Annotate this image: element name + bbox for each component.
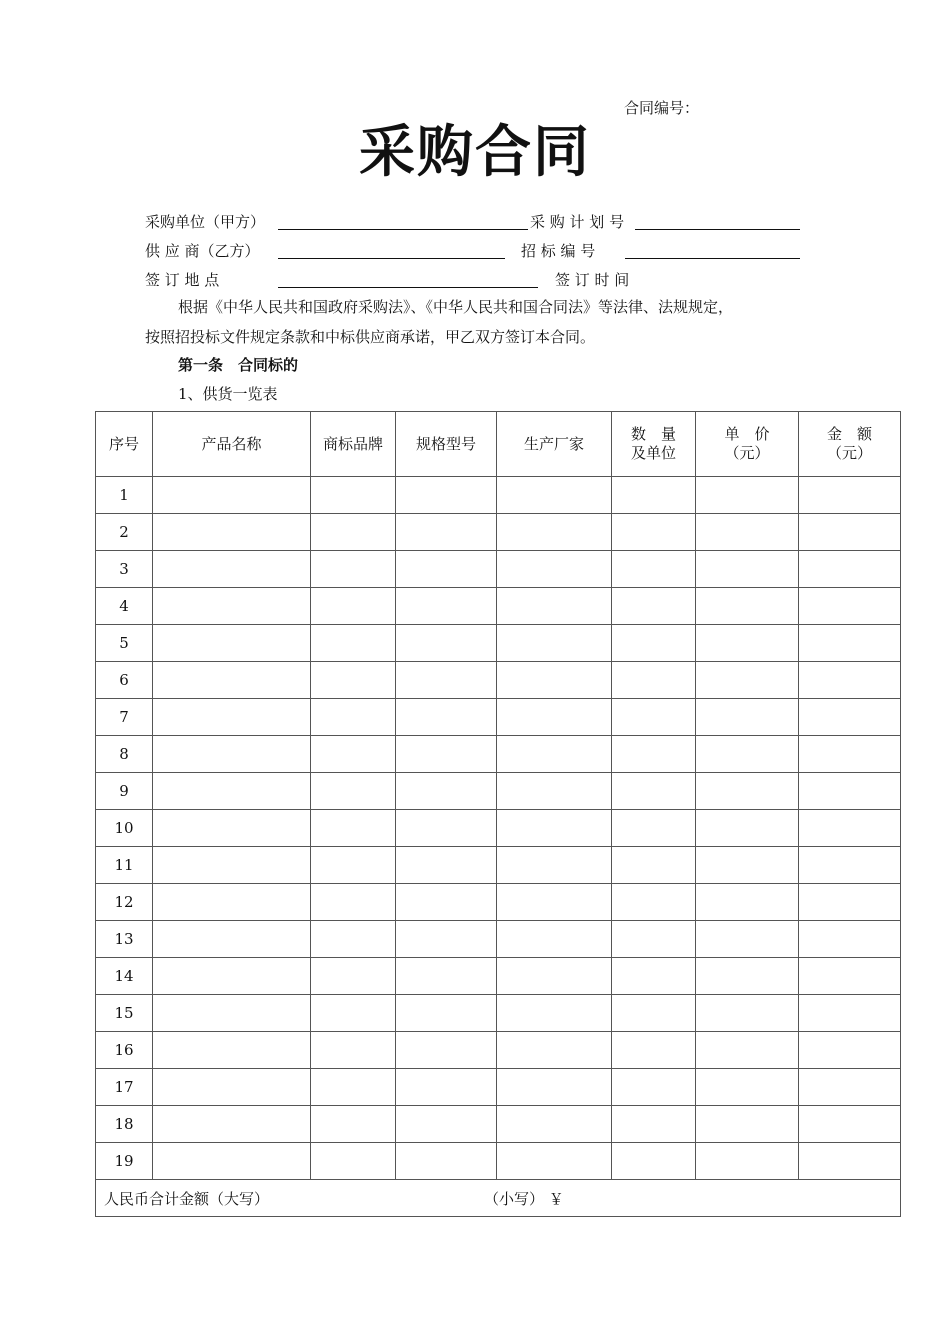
row-number: 13	[96, 921, 153, 958]
total-cell[interactable]	[96, 1180, 901, 1217]
row-number: 3	[96, 551, 153, 588]
quantity-cell[interactable]	[612, 551, 696, 588]
tender-number-label: 招 标 编 号	[521, 242, 596, 260]
preamble-line-2: 按照招投标文件规定条款和中标供应商承诺，甲乙双方签订本合同。	[145, 328, 596, 346]
row-number: 9	[96, 773, 153, 810]
amount-cell[interactable]	[799, 588, 901, 625]
table-row	[96, 699, 901, 736]
model-cell[interactable]	[396, 958, 497, 995]
table-row	[96, 810, 901, 847]
unit-price-cell[interactable]	[696, 588, 799, 625]
unit-price-cell[interactable]	[696, 477, 799, 514]
unit-price-cell[interactable]	[696, 736, 799, 773]
brand-cell[interactable]	[311, 662, 396, 699]
header-unit-price-line-2: （元）	[724, 444, 770, 462]
row-number: 1	[96, 477, 153, 514]
supplier-field[interactable]	[278, 240, 505, 259]
amount-cell[interactable]	[799, 1106, 901, 1143]
table-row	[96, 1032, 901, 1069]
manufacturer-cell[interactable]	[497, 1032, 612, 1069]
row-number: 17	[96, 1069, 153, 1106]
product-cell[interactable]	[153, 995, 311, 1032]
preamble-line-1: 根据《中华人民共和国政府采购法》、《中华人民共和国合同法》等法律、法规规定，	[178, 298, 734, 316]
product-cell[interactable]	[153, 514, 311, 551]
model-cell[interactable]	[396, 847, 497, 884]
amount-cell[interactable]	[799, 1143, 901, 1180]
table-row	[96, 1106, 901, 1143]
header-quantity-line-2: 及单位	[630, 444, 676, 462]
purchaser-label: 采购单位（甲方）	[145, 213, 266, 231]
amount-cell[interactable]	[799, 995, 901, 1032]
unit-price-cell[interactable]	[696, 662, 799, 699]
quantity-cell[interactable]	[612, 662, 696, 699]
model-cell[interactable]	[396, 588, 497, 625]
brand-cell[interactable]	[311, 588, 396, 625]
unit-price-cell[interactable]	[696, 1069, 799, 1106]
model-cell[interactable]	[396, 736, 497, 773]
product-cell[interactable]	[153, 1106, 311, 1143]
brand-cell[interactable]	[311, 773, 396, 810]
table-row	[96, 773, 901, 810]
signing-place-field[interactable]	[278, 269, 538, 288]
table-row	[96, 1069, 901, 1106]
quantity-cell[interactable]	[612, 1143, 696, 1180]
amount-cell[interactable]	[799, 514, 901, 551]
product-cell[interactable]	[153, 1069, 311, 1106]
amount-cell[interactable]	[799, 921, 901, 958]
brand-cell[interactable]	[311, 810, 396, 847]
product-cell[interactable]	[153, 958, 311, 995]
manufacturer-cell[interactable]	[497, 958, 612, 995]
table-row	[96, 1143, 901, 1180]
model-cell[interactable]	[396, 699, 497, 736]
unit-price-cell[interactable]	[696, 1143, 799, 1180]
product-cell[interactable]	[153, 551, 311, 588]
supplier-label: 供 应 商（乙方）	[145, 242, 260, 260]
table-row	[96, 884, 901, 921]
unit-price-cell[interactable]	[696, 1106, 799, 1143]
header-quantity	[612, 412, 696, 477]
manufacturer-cell[interactable]	[497, 1069, 612, 1106]
row-number: 19	[96, 1143, 153, 1180]
quantity-cell[interactable]	[612, 995, 696, 1032]
product-cell[interactable]	[153, 810, 311, 847]
header-model: 规格型号	[396, 412, 497, 477]
total-upper-label: 人民币合计金额（大写）	[104, 1189, 270, 1208]
header-amount-line-1: 金 额	[826, 425, 872, 443]
tender-number-field[interactable]	[625, 240, 800, 259]
model-cell[interactable]	[396, 1069, 497, 1106]
product-cell[interactable]	[153, 477, 311, 514]
header-amount	[799, 412, 901, 477]
model-cell[interactable]	[396, 551, 497, 588]
quantity-cell[interactable]	[612, 810, 696, 847]
manufacturer-cell[interactable]	[497, 1143, 612, 1180]
product-cell[interactable]	[153, 773, 311, 810]
unit-price-cell[interactable]	[696, 514, 799, 551]
amount-cell[interactable]	[799, 699, 901, 736]
model-cell[interactable]	[396, 1143, 497, 1180]
header-quantity-line-1: 数 量	[630, 425, 676, 443]
table-row	[96, 514, 901, 551]
amount-cell[interactable]	[799, 551, 901, 588]
signing-time-label: 签 订 时 间	[555, 271, 630, 289]
row-number: 18	[96, 1106, 153, 1143]
model-cell[interactable]	[396, 662, 497, 699]
table-row	[96, 958, 901, 995]
brand-cell[interactable]	[311, 995, 396, 1032]
quantity-cell[interactable]	[612, 958, 696, 995]
product-cell[interactable]	[153, 921, 311, 958]
row-number: 11	[96, 847, 153, 884]
supplier-row	[145, 240, 845, 262]
table-row	[96, 551, 901, 588]
manufacturer-cell[interactable]	[497, 736, 612, 773]
product-cell[interactable]	[153, 662, 311, 699]
table-row	[96, 847, 901, 884]
amount-cell[interactable]	[799, 736, 901, 773]
article-1-heading: 第一条 合同标的	[178, 356, 299, 374]
unit-price-cell[interactable]	[696, 884, 799, 921]
table-row	[96, 736, 901, 773]
row-number: 2	[96, 514, 153, 551]
manufacturer-cell[interactable]	[497, 514, 612, 551]
model-cell[interactable]	[396, 477, 497, 514]
total-row	[96, 1180, 901, 1217]
purchaser-field[interactable]	[278, 211, 528, 230]
quantity-cell[interactable]	[612, 514, 696, 551]
model-cell[interactable]	[396, 995, 497, 1032]
quantity-cell[interactable]	[612, 625, 696, 662]
brand-cell[interactable]	[311, 551, 396, 588]
product-cell[interactable]	[153, 699, 311, 736]
brand-cell[interactable]	[311, 847, 396, 884]
unit-price-cell[interactable]	[696, 699, 799, 736]
total-lower-label: （小写） ￥	[484, 1189, 564, 1208]
table-row	[96, 477, 901, 514]
header-unit-price-line-1: 单 价	[724, 425, 770, 443]
quantity-cell[interactable]	[612, 921, 696, 958]
product-cell[interactable]	[153, 736, 311, 773]
row-number: 5	[96, 625, 153, 662]
supply-list-heading: 1、供货一览表	[178, 385, 278, 403]
header-seq: 序号	[96, 412, 153, 477]
quantity-cell[interactable]	[612, 588, 696, 625]
product-cell[interactable]	[153, 625, 311, 662]
brand-cell[interactable]	[311, 477, 396, 514]
amount-cell[interactable]	[799, 958, 901, 995]
row-number: 4	[96, 588, 153, 625]
unit-price-cell[interactable]	[696, 995, 799, 1032]
manufacturer-cell[interactable]	[497, 884, 612, 921]
brand-cell[interactable]	[311, 699, 396, 736]
amount-cell[interactable]	[799, 1069, 901, 1106]
brand-cell[interactable]	[311, 736, 396, 773]
supply-table	[95, 411, 901, 1217]
manufacturer-cell[interactable]	[497, 773, 612, 810]
amount-cell[interactable]	[799, 847, 901, 884]
plan-number-field[interactable]	[635, 211, 800, 230]
brand-cell[interactable]	[311, 958, 396, 995]
signing-row	[145, 269, 845, 291]
row-number: 8	[96, 736, 153, 773]
purchaser-row	[145, 211, 845, 233]
manufacturer-cell[interactable]	[497, 699, 612, 736]
brand-cell[interactable]	[311, 1069, 396, 1106]
product-cell[interactable]	[153, 884, 311, 921]
manufacturer-cell[interactable]	[497, 588, 612, 625]
model-cell[interactable]	[396, 514, 497, 551]
unit-price-cell[interactable]	[696, 921, 799, 958]
amount-cell[interactable]	[799, 810, 901, 847]
model-cell[interactable]	[396, 773, 497, 810]
row-number: 16	[96, 1032, 153, 1069]
brand-cell[interactable]	[311, 1106, 396, 1143]
plan-number-label: 采 购 计 划 号	[530, 213, 625, 231]
quantity-cell[interactable]	[612, 847, 696, 884]
quantity-cell[interactable]	[612, 477, 696, 514]
manufacturer-cell[interactable]	[497, 551, 612, 588]
header-manufacturer: 生产厂家	[497, 412, 612, 477]
manufacturer-cell[interactable]	[497, 662, 612, 699]
unit-price-cell[interactable]	[696, 1032, 799, 1069]
unit-price-cell[interactable]	[696, 773, 799, 810]
manufacturer-cell[interactable]	[497, 995, 612, 1032]
product-cell[interactable]	[153, 847, 311, 884]
quantity-cell[interactable]	[612, 699, 696, 736]
manufacturer-cell[interactable]	[497, 810, 612, 847]
amount-cell[interactable]	[799, 1032, 901, 1069]
quantity-cell[interactable]	[612, 1032, 696, 1069]
table-row	[96, 921, 901, 958]
quantity-cell[interactable]	[612, 884, 696, 921]
unit-price-cell[interactable]	[696, 847, 799, 884]
product-cell[interactable]	[153, 1032, 311, 1069]
header-product: 产品名称	[153, 412, 311, 477]
brand-cell[interactable]	[311, 1032, 396, 1069]
model-cell[interactable]	[396, 810, 497, 847]
product-cell[interactable]	[153, 588, 311, 625]
row-number: 7	[96, 699, 153, 736]
quantity-cell[interactable]	[612, 1069, 696, 1106]
model-cell[interactable]	[396, 1032, 497, 1069]
contract-number-label: 合同编号：	[624, 99, 700, 117]
table-row	[96, 588, 901, 625]
model-cell[interactable]	[396, 1106, 497, 1143]
amount-cell[interactable]	[799, 773, 901, 810]
model-cell[interactable]	[396, 625, 497, 662]
brand-cell[interactable]	[311, 921, 396, 958]
unit-price-cell[interactable]	[696, 551, 799, 588]
brand-cell[interactable]	[311, 1143, 396, 1180]
product-cell[interactable]	[153, 1143, 311, 1180]
table-row	[96, 662, 901, 699]
quantity-cell[interactable]	[612, 736, 696, 773]
amount-cell[interactable]	[799, 625, 901, 662]
quantity-cell[interactable]	[612, 1106, 696, 1143]
header-brand: 商标品牌	[311, 412, 396, 477]
table-header-row	[96, 412, 901, 477]
unit-price-cell[interactable]	[696, 625, 799, 662]
amount-cell[interactable]	[799, 662, 901, 699]
manufacturer-cell[interactable]	[497, 921, 612, 958]
amount-cell[interactable]	[799, 884, 901, 921]
amount-cell[interactable]	[799, 477, 901, 514]
table-row	[96, 625, 901, 662]
manufacturer-cell[interactable]	[497, 847, 612, 884]
brand-cell[interactable]	[311, 514, 396, 551]
header-amount-line-2: （元）	[826, 444, 872, 462]
model-cell[interactable]	[396, 884, 497, 921]
quantity-cell[interactable]	[612, 773, 696, 810]
manufacturer-cell[interactable]	[497, 477, 612, 514]
brand-cell[interactable]	[311, 625, 396, 662]
manufacturer-cell[interactable]	[497, 1106, 612, 1143]
header-unit-price	[696, 412, 799, 477]
brand-cell[interactable]	[311, 884, 396, 921]
unit-price-cell[interactable]	[696, 958, 799, 995]
table-row	[96, 995, 901, 1032]
row-number: 6	[96, 662, 153, 699]
unit-price-cell[interactable]	[696, 810, 799, 847]
signing-place-label: 签 订 地 点	[145, 271, 220, 289]
model-cell[interactable]	[396, 921, 497, 958]
row-number: 14	[96, 958, 153, 995]
manufacturer-cell[interactable]	[497, 625, 612, 662]
row-number: 12	[96, 884, 153, 921]
row-number: 15	[96, 995, 153, 1032]
row-number: 10	[96, 810, 153, 847]
page-title: 采购合同	[359, 120, 591, 185]
